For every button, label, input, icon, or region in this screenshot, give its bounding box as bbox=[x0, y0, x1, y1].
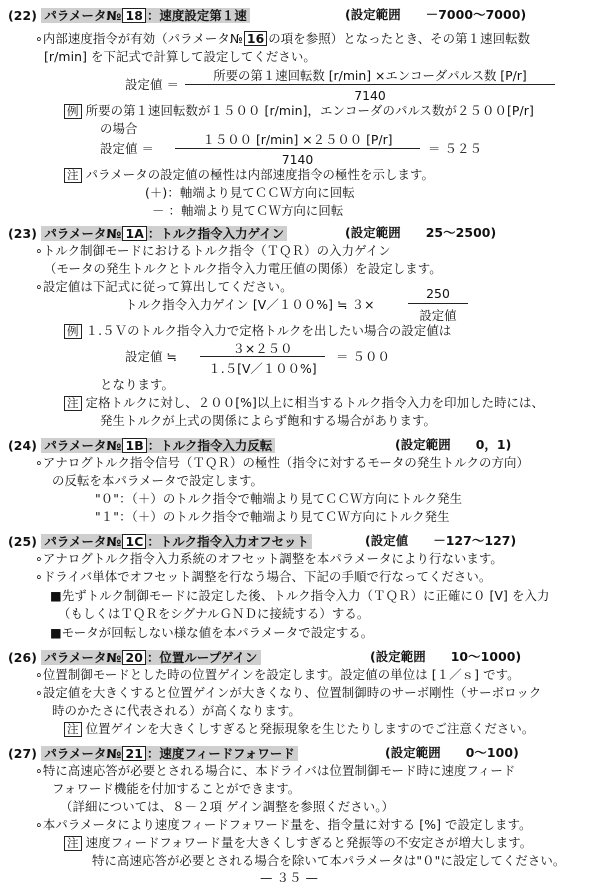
example-result: ＝ ５００ bbox=[336, 349, 391, 364]
param-label: パラメータ№ bbox=[44, 8, 122, 23]
param-number: 1C bbox=[122, 534, 146, 549]
note-line: 特に高速応答が必要とされる場合を除いて本パラメータは"０"に設定してください。 bbox=[92, 853, 566, 868]
note-line: 注 パラメータの設定値の極性は内部速度指令の極性を示します。 bbox=[64, 168, 434, 183]
formula-numerator: 所要の第１速回転数 [r/min] ×エンコーダパルス数 [P/r] bbox=[213, 68, 527, 83]
note-tag: 注 bbox=[64, 396, 82, 411]
section-23-range: (設定範囲 25～2500) bbox=[345, 225, 497, 240]
example-denominator: １.５[V／１００%] bbox=[208, 361, 317, 376]
section-25-line: ■モータが回転しない様な値を本パラメータで設定する。 bbox=[50, 625, 374, 640]
example-numerator: ３×２５０ bbox=[232, 341, 293, 356]
section-22-line: ∘内部速度指令が有効（パラメータ№ 16 の項を参照）となったとき、その第１速回転数 bbox=[35, 31, 531, 46]
section-25-line: ∘ドライバ単体でオフセット調整を行なう場合、下記の手順で行なってください。 bbox=[35, 569, 492, 584]
example-result: ＝ ５２５ bbox=[428, 141, 483, 156]
section-24-heading: (24) パラメータ№ 1B ：トルク指令入力反転 bbox=[8, 438, 275, 453]
section-25-heading: (25) パラメータ№ 1C ：トルク指令入力オフセット bbox=[8, 534, 312, 549]
section-23-line: （モータの発生トルクとトルク指令入力電圧値の関係）を設定します。 bbox=[44, 261, 442, 276]
example-line: となります。 bbox=[100, 377, 174, 392]
section-27-line: （詳細については、８－２項 ゲイン調整を参照ください。） bbox=[60, 799, 394, 814]
example-tag: 例 bbox=[64, 104, 82, 119]
note-line: (＋)：軸端より見てＣＣＷ方向に回転 bbox=[145, 185, 355, 200]
section-23-heading: (23) パラメータ№ 1A ：トルク指令入力ゲイン bbox=[8, 226, 287, 241]
section-24-line: の反転を本パラメータで設定します。 bbox=[52, 473, 263, 488]
section-26-line: ∘設定値を大きくすると位置ゲインが大きくなり、位置制御時のサーボ剛性（サーボロック bbox=[35, 685, 542, 700]
note-tag: 注 bbox=[64, 722, 82, 737]
example-denominator: 7140 bbox=[281, 152, 314, 167]
param-title: ：速度設定第１速 bbox=[146, 8, 247, 23]
param-number: 1B bbox=[122, 438, 146, 453]
param-number: 21 bbox=[122, 746, 145, 761]
example-line: 例 １.５Ｖのトルク指令入力で定格トルクを出したい場合の設定値は bbox=[64, 324, 451, 339]
section-27-line: フォワード機能を付加することができます。 bbox=[52, 781, 301, 796]
param-number: 20 bbox=[122, 650, 145, 665]
section-25-line: ■先ずトルク制御モードに設定した後、トルク指令入力（ＴＱＲ）に正確に０ [V] を入力 bbox=[50, 588, 550, 603]
section-27-line: ∘特に高速応答が必要とされる場合に、本ドライバは位置制御モード時に速度フィード bbox=[35, 763, 516, 778]
formula-denominator: 設定値 bbox=[419, 308, 457, 323]
example-label: 設定値 ＝ bbox=[100, 141, 155, 156]
fraction-rule bbox=[185, 84, 555, 85]
section-25-range: (設定値 －127～127) bbox=[365, 533, 517, 548]
note-line: 発生トルクが上式の関係によらず飽和する場合があります。 bbox=[100, 413, 437, 428]
formula-denominator: 7140 bbox=[354, 88, 386, 103]
section-22-line: [r/min] を下記式で計算して設定してください。 bbox=[44, 49, 316, 64]
note-tag: 注 bbox=[64, 168, 82, 183]
param-number: 1A bbox=[122, 226, 146, 241]
section-25-line: ∘アナログトルク指令入力系統のオフセット調整を本パラメータにより行ないます。 bbox=[35, 551, 503, 566]
section-number: (22) bbox=[8, 8, 37, 23]
example-line: 例 所要の第１速回転数が１５００ [r/min]，エンコーダのパルス数が２５００[P/r] bbox=[64, 104, 534, 119]
section-22-heading bbox=[8, 8, 250, 23]
formula-label: 設定値 ＝ bbox=[125, 77, 180, 92]
page-number: — ３５ — bbox=[260, 870, 319, 885]
param-number: 18 bbox=[122, 8, 145, 23]
section-27-range: (設定範囲 0～100) bbox=[385, 745, 519, 760]
formula-label: トルク指令入力ゲイン [V／１００%] ≒ ３× bbox=[125, 297, 375, 312]
section-24-line: ∘アナログトルク指令信号（ＴＱＲ）の極性（指令に対するモータの発生トルクの方向） bbox=[35, 455, 529, 470]
example-label: 設定値 ≒ bbox=[125, 349, 178, 364]
formula-numerator: 250 bbox=[426, 286, 450, 301]
example-tag: 例 bbox=[64, 324, 82, 339]
section-24-line: "０"：（＋）のトルク指令で軸端より見てＣＣＷ方向にトルク発生 bbox=[95, 491, 463, 506]
section-23-line: ∘設定値は下記式に従って算出してください。 bbox=[35, 279, 293, 294]
section-27-line: ∘本パラメータにより速度フィードフォワード量を、指令量に対する [%] で設定します。 bbox=[35, 817, 532, 832]
note-line: 注 速度フィードフォワード量を大きくしすぎると発振等の不安定さが増大します。 bbox=[64, 836, 532, 851]
fraction-rule bbox=[175, 148, 420, 149]
section-27-heading: (27) パラメータ№ 21 ：速度フィードフォワード bbox=[8, 746, 298, 761]
note-line: 注 定格トルクに対し、２００[%]以上に相当するトルク指令入力を印加した時には、 bbox=[64, 396, 544, 411]
example-line: の場合 bbox=[100, 121, 138, 136]
section-25-line: （もしくはＴＱＲをシグナルＧＮＤに接続する）する。 bbox=[58, 606, 370, 621]
note-tag: 注 bbox=[64, 836, 82, 851]
note-line: 注 位置ゲインを大きくしすぎると発振現象を生じたりしますのでご注意ください。 bbox=[64, 722, 534, 737]
param-ref-box: 16 bbox=[244, 31, 267, 46]
section-22-range: (設定範囲 －7000～7000) bbox=[345, 7, 527, 22]
fraction-rule bbox=[200, 356, 325, 357]
section-26-heading: (26) パラメータ№ 20 ：位置ループゲイン bbox=[8, 650, 261, 665]
section-26-range: (設定範囲 10～1000) bbox=[370, 649, 522, 664]
section-24-range: (設定範囲 0，1) bbox=[395, 437, 512, 452]
section-26-line: ∘位置制御モードとした時の位置ゲインを設定します。設定値の単位は [１／ｓ] です。 bbox=[35, 667, 520, 682]
note-line: － ：軸端より見てＣＷ方向に回転 bbox=[152, 203, 344, 218]
example-numerator: １５００ [r/min] ×２５００ [P/r] bbox=[202, 132, 393, 147]
section-23-line: ∘トルク制御モードにおけるトルク指令（ＴＱＲ）の入力ゲイン bbox=[35, 243, 391, 258]
fraction-rule bbox=[408, 303, 468, 304]
section-24-line: "１"：（＋）のトルク指令で軸端より見てＣＷ方向にトルク発生 bbox=[95, 509, 450, 524]
section-26-line: 時のかたさに代表される）が高くなります。 bbox=[52, 703, 301, 718]
